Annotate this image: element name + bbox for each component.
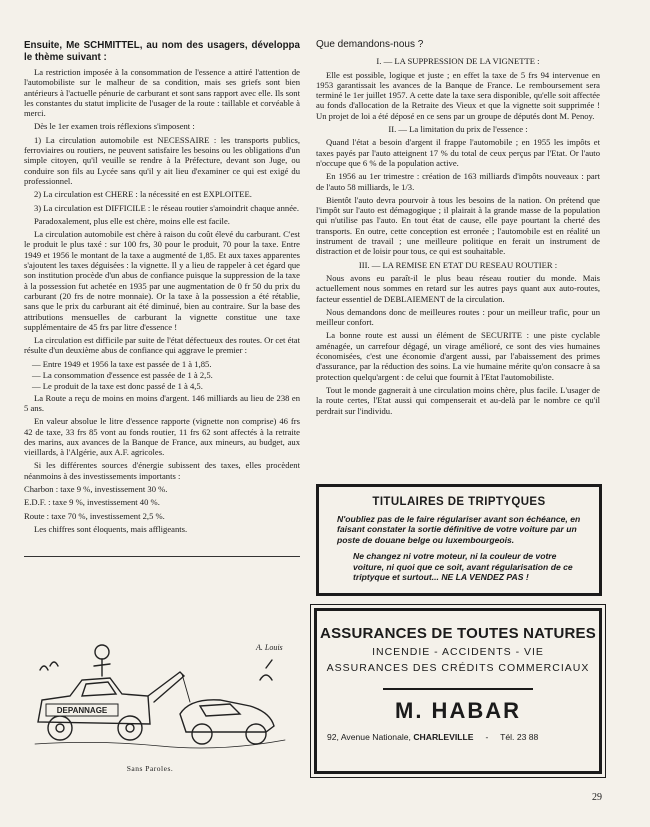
ad-line-2: ASSURANCES DES CRÉDITS COMMERCIAUX (326, 662, 590, 674)
cartoon-sign-text: DEPANNAGE (56, 706, 108, 715)
energy-item: Charbon : taxe 9 %, investissement 30 %. (24, 483, 168, 494)
paragraph: Quand l'état a besoin d'argent il frappe l'automobile ; en 1955 les impôts et taxes payés par l'auto atteignent 17 % du total de ceux perçus par l'Etat. Or l'auto n'occupe que 6 % de la population active. (316, 137, 600, 168)
ad-line-1: INCENDIE - ACCIDENTS - VIE (372, 646, 544, 658)
ad-address: 92, Avenue Nationale, CHARLEVILLE - Tél. 23 88 (327, 732, 539, 742)
paragraph: 1) La circulation automobile est NECESSAIRE : les transports publics, ferroviaires ou routiers, ne peuvent satisfaire les besoins ou les obligations d'un simple citoyen, qu'il veuille se rendre à la Préfecture, devant son Juge, ou conduire son fils au Lycée sans qu'il y ait lieu d'examiner ce qui est exigé du professionnel. (24, 134, 300, 186)
paragraph: Nous avons eu paraît-il le plus beau réseau routier du monde. Mais actuellement nous sommes en retard sur les autres pays quant aux auto-routes, facteur essentiel de DEBLAIEMENT de la circulation. (316, 272, 600, 304)
section-question: Que demandons-nous ? (316, 39, 424, 50)
section-title: I. — LA SUPPRESSION DE LA VIGNETTE : (376, 56, 540, 67)
energy-item: E.D.F. : taxe 9 %, investissement 40 %. (24, 497, 160, 508)
paragraph: La Route a reçu de moins en moins d'argent. 146 milliards au lieu de 238 en 5 ans. (24, 392, 300, 413)
energy-item: Route : taxe 70 %, investissement 2,5 %. (24, 510, 165, 521)
ad-phone: Tél. 23 88 (500, 732, 539, 742)
dash-item: — Le produit de la taxe est donc passé de 1 à 4,5. (32, 381, 203, 392)
paragraph: Tout le monde gagnerait à une circulation moins chère, plus facile. L'usager de la route certes, l'Etat aussi qui compenserait et au-delà par le nombre ce qu'il perdrait sur l'individu. (316, 384, 600, 416)
ad-divider (383, 688, 533, 690)
right-column (316, 40, 600, 419)
paragraph: La bonne route est aussi un élément de SECURITE : une piste cyclable aménagée, un carrefour dégagé, un virage amélioré, ce sont des vies humaines économisées, c'est une économie d'argent aussi, par l'abaissement des primes d'assurance, par la réduction des soins. La vie humaine mérite qu'on consacre à sa protection quelqu'argent : de celui que fournit à l'Etat l'automobiliste. (316, 330, 600, 382)
section-title: III. — LA REMISE EN ETAT DU RESEAU ROUTIER : (358, 259, 558, 270)
cartoon-signature: A. Louis (256, 643, 283, 652)
paragraph: En valeur absolue le litre d'essence rapporte (vignette non comprise) 46 frs 42 de taxe, 33 frs 85 vont au fonds routier, 11 frs 62 sont affectés à la retraite des marins, aux avances de la Banque de France, aux mineurs, au budget, aux vieillards, à l'Algérie, aux A.F. agricoles. (24, 416, 300, 458)
paragraph: Dès le 1er examen trois réflexions s'imposent : (34, 121, 195, 132)
closing-line: Les chiffres sont éloquents, mais affligeants. (34, 523, 188, 534)
ad-title: ASSURANCES DE TOUTES NATURES (320, 625, 596, 642)
dash-item: — La consommation d'essence est passée de 1 à 2,5. (32, 370, 213, 381)
insurance-ad-box (314, 608, 602, 774)
paragraph: Nous demandons donc de meilleures routes : pour un meilleur trafic, pour un meilleur confort. (316, 306, 600, 328)
ad-city: CHARLEVILLE (413, 732, 474, 742)
paragraph: La circulation automobile est chère à raison du coût élevé du carburant. C'est le produit le plus taxé : sur 100 frs, 30 pour le produit, 70 pour la taxe. Entre 1949 et 1956 le montant de la taxe a augmenté de 1,85. Et aux taxes apparentes s'ajoutent les taxes déguisées : la vignette. Il y a lieu de rappeler à cet égard que son institution procède d'un abus de confiance puisque la suppression de la taxe à la possession fut achetée en 1935 par une augmentation de 0 fr 50 du prix du carburant (20 frs de notre monnaie). Or la taxe à la possession a été rétablie, sans que le prix du carburant ait été diminué, bien au contraire. Sur la base des attributions mensuelles de carburant la vignette constitue une taxe supplémentaire de 45 frs par litre d'essence ! (24, 229, 300, 332)
separator-rule (24, 556, 300, 557)
paragraph: 3) La circulation est DIFFICILE : le réseau routier s'amoindrit chaque année. (34, 202, 299, 213)
paragraph: Paradoxalement, plus elle est chère, moins elle est facile. (34, 215, 230, 226)
paragraph: La restriction imposée à la consommation de l'essence a attiré l'attention de l'automobiliste sur le malheur de sa condition, mais ses griefs sont bien antérieurs à l'actuelle pénurie de carburant et sont sans rapport avec elle. Ils sont les constantes du statut implicite de l'usager de la route : taillable et corvéable à merci. (24, 67, 300, 119)
notice-warning: Ne changez ni votre moteur, ni la couleur de votre voiture, ni quoi que ce soit, avant régularisation de ce triptyque et surtout... NE LA VENDEZ PAS ! (353, 551, 573, 583)
left-column (24, 40, 300, 557)
ad-agent-name: M. HABAR (395, 698, 521, 723)
page-number: 29 (592, 792, 602, 803)
section-title: II. — La limitation du prix de l'essence : (388, 124, 528, 135)
tow-truck-cartoon (30, 640, 290, 760)
paragraph: Elle est possible, logique et juste ; en effet la taxe de 5 frs 94 intervenue en 1953 garantissait les avances de la Banque de France. Le remboursement sera terminé le 1er juillet 1957. A cette date la taxe sera disponible, qu'elle soit affectée au fonds d'allocation de la Retraite des Vieux et que la vignette soit supprimée ! Un projet de loi a été déposé en ce sens par un groupe de députés dont M. Penoy. (316, 69, 600, 121)
ad-street: 92, Avenue Nationale, (327, 732, 411, 742)
paragraph: En 1956 au 1er trimestre : création de 163 milliards d'impôts nouveaux : part de l'auto 58 milliards, le 1/3. (316, 171, 600, 192)
triptyque-notice-box (316, 484, 602, 596)
intro-heading: Ensuite, Me SCHMITTEL, au nom des usagers, développa le thème suivant : (24, 40, 300, 63)
paragraph: La circulation est difficile par suite de l'état défectueux des routes. Or cet état résulte d'un deuxième abus de confiance qui aggrave le premier : (24, 335, 300, 356)
notice-text: N'oubliez pas de le faire régulariser avant son échéance, en faisant constater la sortie définitive de votre voiture par un poste de douane belge ou luxembourgeois. (337, 514, 581, 545)
paragraph: Si les différentes sources d'énergie subissent des taxes, elles procèdent néanmoins à des investissements importants : (24, 460, 300, 481)
paragraph: Bientôt l'auto devra pourvoir à tous les besoins de la nation. On prétend que l'impôt sur l'auto est démagogique ; il plairait à la grande masse de la population qui n'utilise pas l'auto. En tout état de cause, elle paye pourtant la cherté des transports. En outre, cette conception est erronée ; l'automobile est en réalité un instrument de travail ; une meilleure politique en ferait un instrument de distraction et de loisir pour tous, ce qui est souhaitable. (316, 194, 600, 257)
cartoon-caption: Sans Paroles. (126, 764, 174, 773)
dash-item: — Entre 1949 et 1956 la taxe est passée de 1 à 1,85. (32, 358, 212, 369)
notice-title: TITULAIRES DE TRIPTYQUES (372, 496, 546, 508)
paragraph: 2) La circulation est CHERE : la nécessité en est EXPLOITEE. (34, 189, 252, 200)
